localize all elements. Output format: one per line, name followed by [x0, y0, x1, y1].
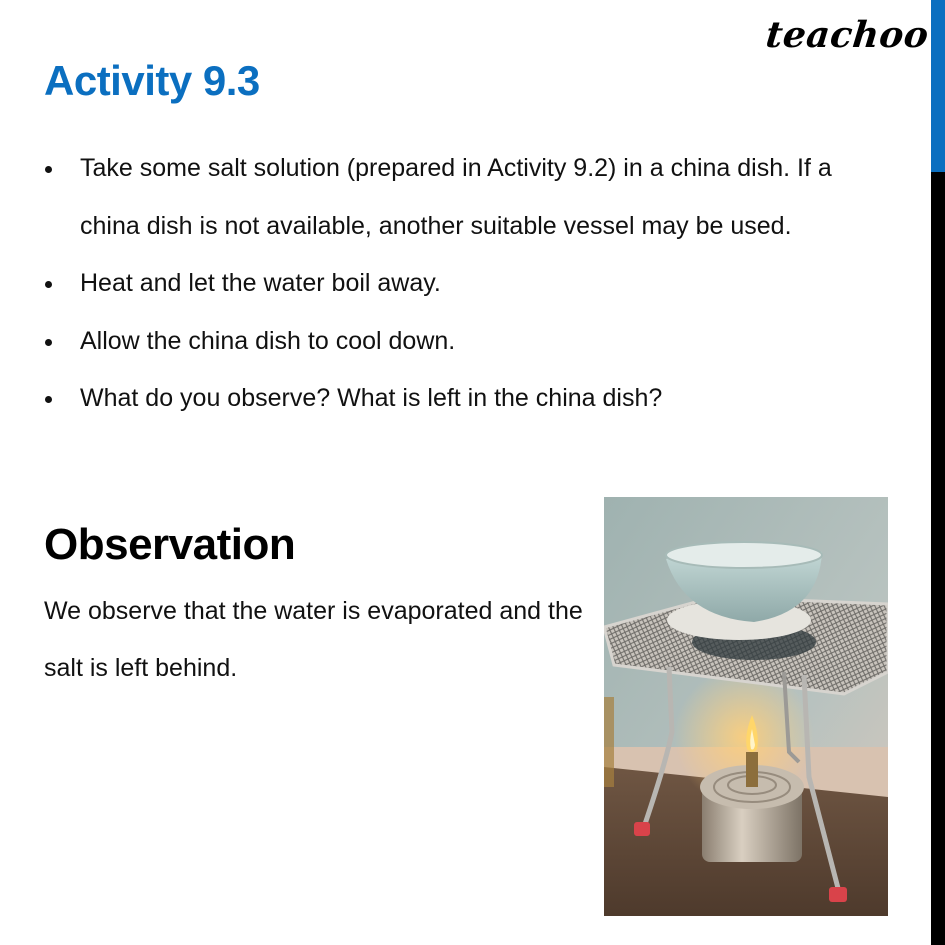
list-item	[44, 370, 864, 428]
list-item-text: Allow the china dish to cool down.	[80, 326, 456, 355]
list-item-text: Take some salt solution (prepared in Activity 9.2) in a china dish. If a china dish is not available, another suitable vessel may be used.	[80, 154, 832, 240]
experiment-photo	[604, 497, 888, 916]
side-accent-bar	[931, 0, 945, 172]
slide-title: Activity 9.3	[44, 57, 260, 104]
list-item	[44, 313, 864, 371]
observation-text: We observe that the water is evaporated and the salt is left behind.	[44, 597, 583, 682]
list-item	[44, 140, 864, 255]
list-item-text: Heat and let the water boil away.	[80, 269, 441, 297]
list-item	[44, 255, 864, 313]
observation-heading: Observation	[44, 520, 296, 569]
list-item-text: What do you observe? What is left in the china dish?	[80, 384, 663, 412]
activity-steps-list	[44, 140, 864, 428]
side-dark-bar	[931, 172, 945, 945]
teachoo-logo: teachoo	[763, 14, 931, 56]
